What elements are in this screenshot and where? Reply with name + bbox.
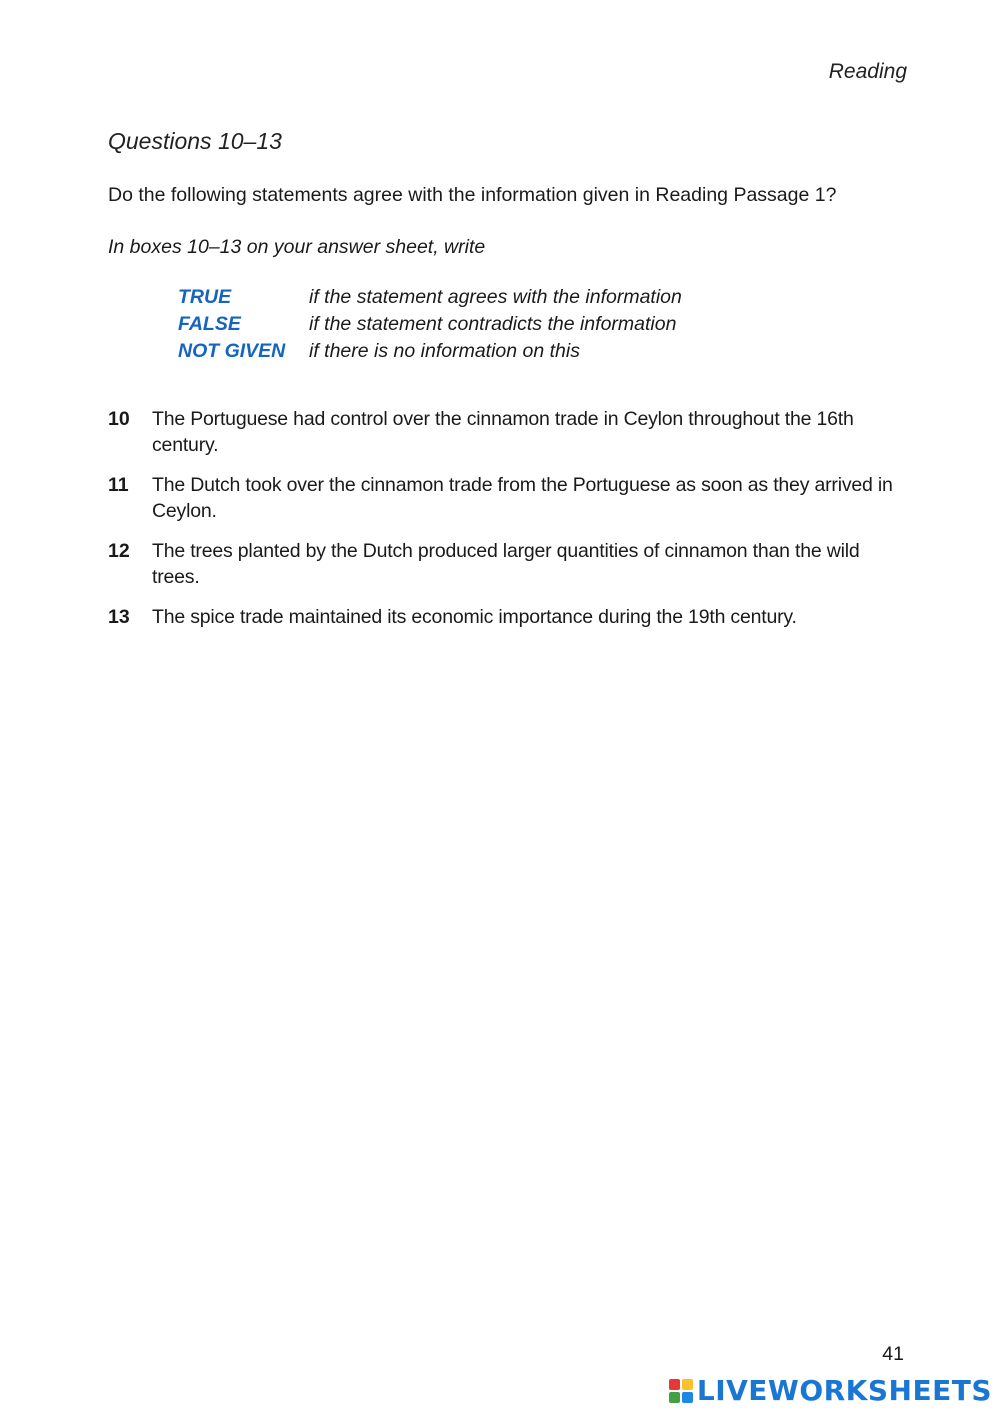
- legend-description: if there is no information on this: [309, 340, 580, 362]
- legend-row-not-given: [178, 340, 682, 367]
- liveworksheets-watermark: [669, 1374, 992, 1407]
- question-number: 10: [108, 408, 130, 430]
- question-text: The spice trade maintained its economic importance during the 19th century.: [152, 606, 797, 628]
- question-text: The Dutch took over the cinnamon trade from the Portuguese as soon as they arrived in Ceylon.: [152, 474, 893, 522]
- legend-key: NOT GIVEN: [178, 340, 286, 362]
- question-item: [108, 538, 908, 590]
- logo-tile-blue: [682, 1392, 693, 1403]
- legend-row-false: [178, 313, 682, 340]
- question-text: The Portuguese had control over the cinnamon trade in Ceylon throughout the 16th century.: [152, 408, 854, 456]
- legend-description: if the statement agrees with the information: [309, 286, 682, 308]
- legend-row-true: [178, 286, 682, 313]
- legend-description: if the statement contradicts the information: [309, 313, 677, 335]
- question-item: [108, 472, 908, 524]
- section-title: Questions 10–13: [108, 128, 282, 154]
- question-number: 12: [108, 540, 130, 562]
- running-header: Reading: [828, 60, 907, 83]
- watermark-text: LIVEWORKSHEETS: [696, 1374, 992, 1407]
- question-number: 13: [108, 606, 130, 628]
- answer-key-legend: [178, 286, 682, 367]
- liveworksheets-logo-icon: [669, 1379, 693, 1403]
- page-number: 41: [882, 1343, 904, 1365]
- legend-key: TRUE: [178, 286, 232, 308]
- question-item: [108, 604, 908, 630]
- logo-tile-green: [669, 1392, 680, 1403]
- question-number: 11: [108, 474, 129, 496]
- logo-tile-yellow: [682, 1379, 693, 1390]
- logo-tile-red: [669, 1379, 680, 1390]
- answer-sheet-instruction: In boxes 10–13 on your answer sheet, write: [108, 236, 486, 258]
- question-item: [108, 406, 908, 458]
- instruction-text: Do the following statements agree with the information given in Reading Passage 1?: [108, 184, 837, 206]
- question-text: The trees planted by the Dutch produced larger quantities of cinnamon than the wild trees.: [152, 540, 860, 588]
- question-list: [108, 406, 908, 644]
- legend-key: FALSE: [178, 313, 241, 335]
